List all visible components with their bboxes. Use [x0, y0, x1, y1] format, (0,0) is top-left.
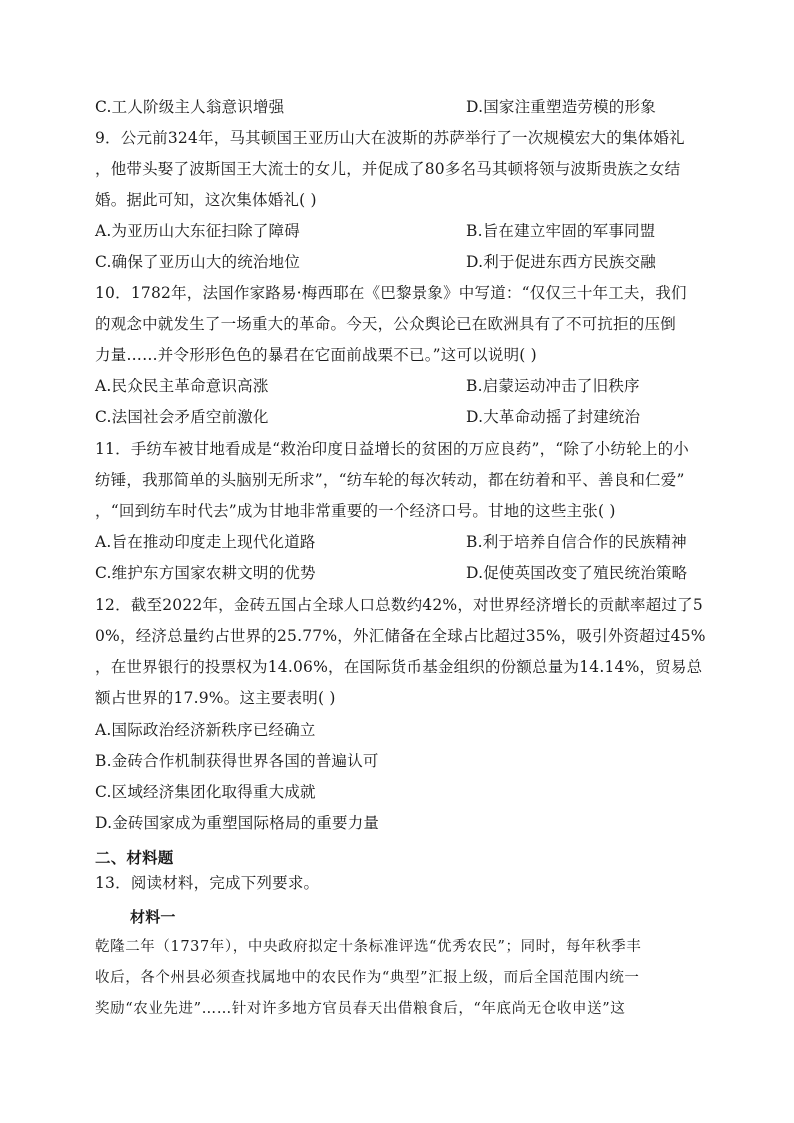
- q8-option-d: D.国家注重塑造劳模的形象: [466, 98, 656, 116]
- q12-stem-line-4: 额占世界的17.9%。这主要表明( ): [95, 689, 336, 707]
- q10-option-a: A.民众民主革命意识高涨: [95, 377, 269, 395]
- q12-stem-line-3: ，在世界银行的投票权为14.06%，在国际货币基金组织的份额总量为14.14%，贸易总: [95, 658, 703, 676]
- q8-options-row-cd: [95, 97, 656, 117]
- q11-stem-line-2: 纺锤，我那简单的头脑别无所求”，“纺车轮的每次转动，都在纺着和平、善良和仁爱”: [95, 471, 685, 489]
- material-line-1: 乾隆二年（1737年），中央政府拟定十条标准评选“优秀农民”；同时，每年秋季丰: [95, 939, 642, 955]
- q10-option-b: B.启蒙运动冲击了旧秩序: [466, 377, 640, 395]
- q11-options-row-cd: [95, 563, 688, 583]
- material-one-title: 材料一: [130, 908, 176, 926]
- q11-stem-line-1: 11．手纺车被甘地看成是“救治印度日益增长的贫困的万应良药”，“除了小纺轮上的小: [95, 440, 689, 458]
- q12-option-a: A.国际政治经济新秩序已经确立: [95, 721, 316, 739]
- q9-options-row-cd: [95, 252, 656, 272]
- q10-options-row-cd: [95, 407, 641, 427]
- q13-prompt: 13．阅读材料，完成下列要求。: [95, 874, 320, 892]
- q9-option-c: C.确保了亚历山大的统治地位: [95, 253, 301, 271]
- q12-option-b: B.金砖合作机制获得世界各国的普遍认可: [95, 752, 379, 770]
- q12-option-d: D.金砖国家成为重塑国际格局的重要力量: [95, 814, 380, 832]
- q11-option-b: B.利于培养自信合作的民族精神: [466, 533, 687, 551]
- q10-option-d: D.大革命动摇了封建统治: [466, 408, 641, 426]
- q10-stem-line-2: 的观念中就发生了一场重大的革命。今天，公众舆论已在欧洲具有了不可抗拒的压倒: [95, 315, 676, 333]
- q10-stem-line-3: 力量……并令形形色色的暴君在它面前战栗不已。”这可以说明( ): [95, 346, 537, 364]
- q11-stem-line-3: ，“回到纺车时代去”成为甘地非常重要的一个经济口号。甘地的这些主张( ): [95, 502, 616, 520]
- q9-options-row-ab: [95, 221, 656, 241]
- q12-option-c: C.区域经济集团化取得重大成就: [95, 783, 316, 801]
- material-line-2: 收后，各个州县必须查找属地中的农民作为“典型”汇报上级，而后全国范围内统一: [95, 970, 640, 986]
- q9-option-a: A.为亚历山大东征扫除了障碍: [95, 222, 300, 240]
- q11-options-row-ab: [95, 532, 687, 552]
- q12-stem-line-1: 12．截至2022年，金砖五国占全球人口总数约42%，对世界经济增长的贡献率超过了5: [95, 596, 703, 614]
- q11-option-c: C.维护东方国家农耕文明的优势: [95, 564, 316, 582]
- q11-option-d: D.促使英国改变了殖民统治策略: [466, 564, 688, 582]
- q9-stem-line-3: 婚。据此可知，这次集体婚礼( ): [95, 191, 317, 209]
- q10-stem-line-1: 10．1782年，法国作家路易·梅西耶在《巴黎景象》中写道：“仅仅三十年工夫，我们: [95, 284, 687, 302]
- section-heading-material: 二、材料题: [95, 849, 174, 867]
- q8-option-c: C.工人阶级主人翁意识增强: [95, 98, 285, 116]
- q10-options-row-ab: [95, 376, 640, 396]
- q11-option-a: A.旨在推动印度走上现代化道路: [95, 533, 316, 551]
- q9-option-d: D.利于促进东西方民族交融: [466, 253, 656, 271]
- material-line-3: 奖励“农业先进”……针对许多地方官员春天出借粮食后，“年底尚无仓收申送”这: [95, 1001, 626, 1017]
- q12-stem-line-2: 0%，经济总量约占世界的25.77%，外汇储备在全球占比超过35%，吸引外资超过45%: [95, 627, 706, 645]
- q9-stem-line-2: ，他带头娶了波斯国王大流士的女儿，并促成了80多名马其顿将领与波斯贵族之女结: [95, 160, 681, 178]
- q9-stem-line-1: 9．公元前324年，马其顿国王亚历山大在波斯的苏萨举行了一次规模宏大的集体婚礼: [95, 129, 685, 147]
- q9-option-b: B.旨在建立牢固的军事同盟: [466, 222, 656, 240]
- q10-option-c: C.法国社会矛盾空前激化: [95, 408, 269, 426]
